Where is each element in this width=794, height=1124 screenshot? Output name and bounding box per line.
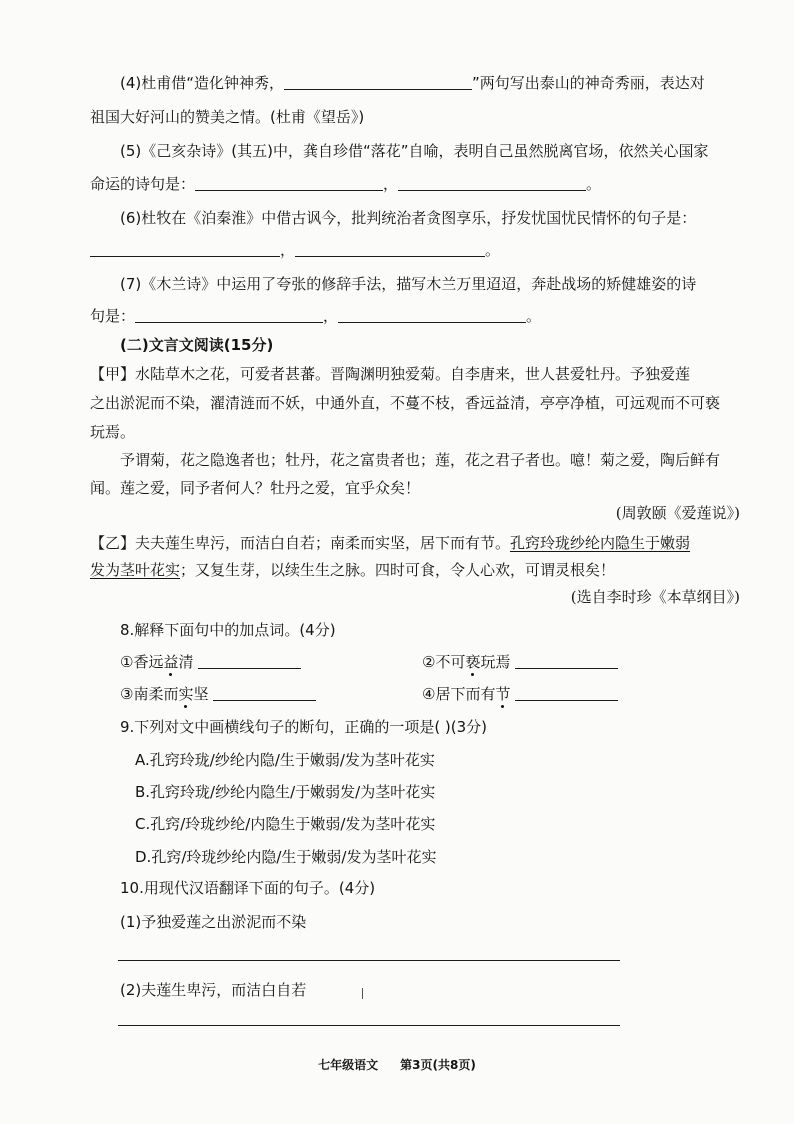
q8-stem: 8.解释下面句中的加点词。(4分) [120,621,336,639]
underlined-sentence-part-2: 发为茎叶花实 [90,561,181,579]
q7-answer-blank-1 [135,307,323,323]
q8-item-text: 不可 [435,653,466,671]
q7-line-2 [90,307,541,325]
q4-line-1 [120,74,705,92]
q10-item-1: (1)予独爱莲之出淤泥而不染 [120,913,307,931]
passage-yi-source: (选自李时珍《本草纲目》) [570,588,740,606]
q4-line-2: 祖国大好河山的赞美之情。(杜甫《望岳》) [90,108,365,126]
q8-item-number: ② [422,653,436,671]
emphasis-dot-character: 实 [178,685,194,703]
section-heading-classical: (二)文言文阅读(15分) [120,336,274,354]
q8-item-text: 居下而有 [435,685,496,703]
q8-item-2 [422,653,618,671]
q8-answer-blank-3 [213,685,316,701]
q6-comma: ， [280,241,296,259]
q10-answer-line-2 [118,1025,620,1026]
footer-page-number: 第3页(共8页) [400,1058,476,1072]
page-footer [0,1057,794,1073]
q4-answer-blank [284,74,472,90]
q8-item-3 [120,685,316,703]
underlined-sentence-part-1: 孔窍玲珑纱纶内隐生于嫩弱 [510,534,691,552]
scan-mark [362,988,363,999]
q8-item-4 [422,685,618,703]
passage-yi-line-2 [90,561,615,579]
q6-answer-blank-2 [295,241,485,257]
q9-option-c: C.孔窍/玲珑纱纶/内隐生于嫩弱/发为茎叶花实 [135,815,436,833]
q9-option-a: A.孔窍玲珑/纱纶内隐/生于嫩弱/发为茎叶花实 [135,751,435,769]
q7-prefix: 句是： [90,307,136,325]
passage-yi-text: 【乙】夫夫莲生卑污，而洁白自若；南柔而实坚，居下而有节。 [90,534,511,552]
q8-item-text: 坚 [193,685,209,703]
q5-line-1: (5)《己亥杂诗》(其五)中，龚自珍借“落花”自喻，表明自己虽然脱离官场，依然关心国家 [120,142,709,160]
q9-option-b: B.孔窍玲珑/纱纶内隐生/于嫩弱发/为茎叶花实 [135,783,436,801]
q7-period: 。 [526,307,542,325]
q5-comma: ， [383,175,399,193]
q8-item-number: ① [120,653,134,671]
q4-text-before: (4)杜甫借“造化钟神秀， [120,74,285,92]
passage-jia-source: (周敦颐《爱莲说》) [615,504,740,522]
q9-option-d: D.孔窍/玲珑纱纶内隐/生于嫩弱/发为茎叶花实 [135,848,437,866]
emphasis-dot-character: 益 [163,653,179,671]
q6-line-2 [90,241,500,259]
q10-stem: 10.用现代汉语翻译下面的句子。(4分) [120,879,376,897]
passage-jia-line-1: 【甲】水陆草木之花，可爱者甚蕃。晋陶渊明独爱菊。自李唐来，世人甚爱牡丹。予独爱莲 [90,365,691,383]
q5-prefix: 命运的诗句是： [90,175,196,193]
passage-jia-line-5: 闻。莲之爱，同予者何人？牡丹之爱，宜乎众矣！ [90,479,421,497]
emphasis-dot-character: 节 [495,685,511,703]
q8-answer-blank-2 [515,653,618,669]
passage-jia-line-3: 玩焉。 [90,423,136,441]
q5-line-2 [90,175,601,193]
passage-yi-line-1 [90,534,690,552]
q5-period: 。 [586,175,602,193]
q8-item-text: 玩焉 [480,653,511,671]
q8-item-text: 香远 [133,653,164,671]
q8-item-text: 南柔而 [133,685,179,703]
footer-subject: 七年级语文 [318,1058,379,1072]
q8-item-1 [120,653,301,671]
q8-answer-blank-4 [515,685,618,701]
passage-yi-text: ；又复生芽，以续生生之脉。四时可食，令人心欢，可谓灵根矣！ [180,561,616,579]
q7-line-1: (7)《木兰诗》中运用了夸张的修辞手法，描写木兰万里迢迢，奔赴战场的矫健雄姿的诗 [120,275,697,293]
q4-text-after: ”两句写出泰山的神奇秀丽，表达对 [472,74,705,92]
q5-answer-blank-2 [398,175,586,191]
emphasis-dot-character: 亵 [465,653,481,671]
q5-answer-blank-1 [195,175,383,191]
q10-answer-line-1 [118,960,620,961]
q8-answer-blank-1 [198,653,301,669]
q6-period: 。 [485,241,501,259]
passage-jia-line-4: 予谓菊，花之隐逸者也；牡丹，花之富贵者也；莲，花之君子者也。噫！菊之爱，陶后鲜有 [120,451,721,469]
passage-jia-line-2: 之出淤泥而不染，濯清涟而不妖，中通外直，不蔓不枝，香远益清，亭亭净植，可远观而不可亵 [90,394,721,412]
q9-stem: 9.下列对文中画横线句子的断句，正确的一项是( )(3分) [120,718,488,736]
q8-item-number: ③ [120,685,134,703]
q8-item-number: ④ [422,685,436,703]
q7-answer-blank-2 [338,307,526,323]
q6-answer-blank-1 [90,241,280,257]
q10-item-2: (2)夫莲生卑污，而洁白自若 [120,981,307,999]
q6-line-1: (6)杜牧在《泊秦淮》中借古讽今，批判统治者贪图享乐，抒发忧国忧民情怀的句子是： [120,209,697,227]
q8-item-text: 清 [178,653,194,671]
q7-comma: ， [323,307,339,325]
